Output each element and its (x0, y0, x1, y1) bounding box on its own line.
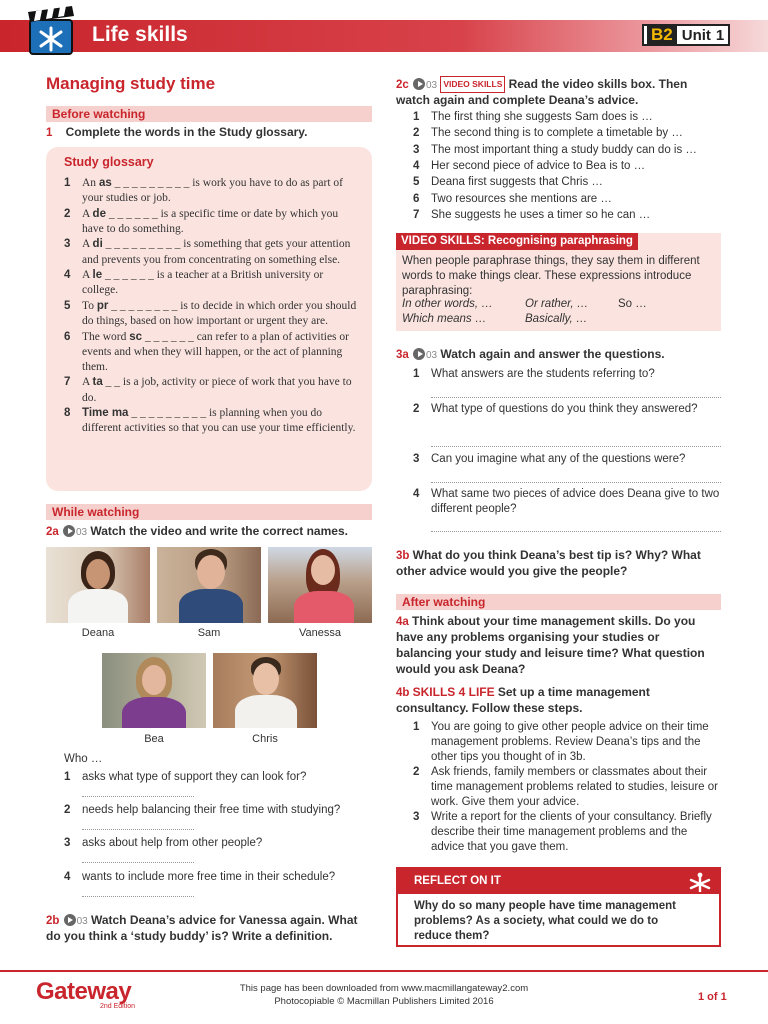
item-number: 1 (413, 368, 420, 380)
item-number: 6 (64, 330, 71, 343)
answer-line (431, 446, 721, 447)
item-text: Her second piece of advice to Bea is to … (431, 159, 646, 172)
answer-line (82, 896, 194, 897)
expression: So … (618, 298, 647, 310)
question-text: Set up a time management consultancy. Follow these steps. (396, 685, 650, 715)
copyright-note: Photocopiable © Macmillan Publishers Limited 2016 (274, 996, 494, 1007)
video-skills-text: When people paraphrase things, they say them in different words to make things clear. These expressions introduce paraphrasing: (402, 255, 700, 297)
item-text (82, 207, 360, 237)
page-number: 1 of 1 (698, 991, 727, 1003)
item-number: 2 (413, 403, 420, 415)
item-number: 4 (413, 488, 420, 500)
question-3b (396, 548, 716, 580)
item-text: asks what type of support they can look for? (82, 771, 307, 783)
section-after-watching: After watching (396, 594, 721, 610)
item-number: 5 (413, 176, 420, 189)
question-text: Read the video skills box. Then watch again and complete Deana’s advice. (396, 77, 688, 107)
question-2a (46, 524, 376, 539)
person-icon (688, 872, 712, 892)
photo-chris (213, 653, 317, 728)
answer-line (431, 531, 721, 532)
track-number: 03 (76, 527, 88, 538)
glossary-item (64, 176, 360, 206)
who-intro: Who … (64, 753, 103, 765)
step-item (413, 765, 723, 810)
item-text (82, 375, 360, 405)
item-text: Deana first suggests that Chris … (431, 176, 603, 189)
item-number: 1 (64, 177, 71, 189)
item-definition: _ _ _ _ _ _ is a teacher at a British university or college. (82, 269, 324, 297)
item-prefix: A (82, 376, 93, 389)
advice-item (413, 208, 713, 223)
item-text: asks about help from other people? (82, 837, 263, 849)
edition-label: 2nd Edition (100, 1003, 136, 1010)
answer-line (82, 796, 194, 797)
item-word: le (92, 269, 103, 282)
item-definition: _ _ _ _ _ _ can refer to a plan of activities or events and when they will happen, or the act of planning them. (82, 330, 349, 373)
item-number: 2 (413, 127, 420, 140)
item-number: 5 (64, 299, 71, 312)
item-definition: _ _ _ _ _ _ _ _ _ is planning when you do different activities so that you can use your time efficiently. (82, 407, 356, 435)
item-text: Ask friends, family members or classmates about their time management problems related to studies, leisure or work. Give them your advice. (431, 766, 719, 808)
question-item (413, 367, 723, 382)
reflect-title: REFLECT ON IT (398, 869, 719, 894)
item-number: 6 (413, 192, 420, 205)
item-text: Write a report for the clients of your consultancy. Briefly describe their time management problems and the advice that you gave them. (431, 811, 712, 853)
advice-item (413, 175, 713, 190)
caption-sam: Sam (197, 627, 221, 639)
item-number: 3 (64, 238, 71, 251)
item-text (82, 406, 360, 436)
track-number: 03 (76, 916, 88, 927)
item-number: 2 (64, 804, 71, 816)
footer-divider (0, 970, 768, 972)
item-text: needs help balancing their free time with studying? (82, 804, 341, 816)
item-text: wants to include more free time in their schedule? (82, 871, 336, 883)
question-text: What do you think Deana’s best tip is? Why? What other advice would you give the people? (396, 548, 701, 578)
item-number: 2 (64, 207, 71, 220)
who-item (64, 836, 374, 851)
play-icon[interactable] (413, 348, 425, 360)
item-text: The first thing she suggests Sam does is … (431, 111, 653, 123)
question-item (413, 487, 723, 517)
item-word: de (92, 207, 106, 220)
track-number: 03 (426, 80, 438, 91)
item-text (82, 330, 360, 376)
item-word: as (98, 177, 112, 189)
photo-sam (157, 547, 261, 623)
caption-chris: Chris (252, 733, 278, 745)
photo-bea (102, 653, 206, 728)
item-definition: _ _ _ _ _ _ _ _ _ is work you have to do as part of your studies or job. (82, 177, 343, 205)
play-icon[interactable] (63, 525, 75, 537)
item-text: Two resources she mentions are … (431, 192, 612, 205)
question-item (413, 452, 723, 467)
answer-line (82, 829, 194, 830)
item-number: 3 (413, 143, 420, 156)
advice-item (413, 110, 713, 125)
track-number: 03 (426, 350, 438, 361)
item-number: 1 (413, 111, 420, 123)
who-item (64, 770, 374, 785)
photo-vanessa (268, 547, 372, 623)
question-1 (46, 125, 372, 140)
expression: In other words, … (402, 298, 493, 310)
video-skills-box (396, 233, 721, 331)
glossary-item (64, 268, 360, 298)
item-number: 1 (64, 771, 71, 783)
who-item (64, 870, 374, 885)
item-prefix: An (82, 177, 99, 189)
unit-badge (642, 24, 730, 46)
item-text: The most important thing a study buddy can do is … (431, 143, 697, 156)
question-2b (46, 913, 366, 945)
item-text: What answers are the students referring to? (431, 368, 655, 380)
reflect-box (396, 867, 721, 947)
item-word: di (92, 238, 103, 251)
item-word: pr (96, 299, 109, 312)
advice-item (413, 159, 713, 174)
skills-label: SKILLS 4 LIFE (412, 685, 495, 699)
study-glossary (46, 147, 372, 491)
section-while-watching: While watching (46, 504, 372, 520)
item-number: 4 (64, 871, 71, 883)
expression: Or rather, … (525, 298, 589, 310)
play-icon[interactable] (413, 78, 425, 90)
item-text: You are going to give other people advice on their time management problems. Review Deana’s tips and the other tips you thought of in 3b. (431, 721, 709, 763)
item-number: 4 (413, 159, 420, 172)
question-number: 1 (46, 127, 53, 139)
item-number: 3 (64, 837, 71, 849)
section-before-watching: Before watching (46, 106, 372, 122)
question-2c (396, 76, 716, 109)
gateway-logo: Gateway (36, 978, 132, 1005)
section-title: Life skills (92, 23, 188, 46)
photo-deana (46, 547, 150, 623)
question-number: 3a (396, 349, 409, 361)
item-definition: _ _ is a job, activity or piece of work that you have to do. (82, 376, 352, 404)
question-number: 2a (46, 526, 59, 538)
step-item (413, 810, 723, 855)
play-icon[interactable] (64, 914, 76, 926)
item-text (82, 237, 360, 267)
item-word: sc (129, 330, 143, 343)
caption-deana: Deana (81, 627, 115, 639)
clapperboard-icon (26, 6, 76, 58)
glossary-item (64, 375, 360, 405)
item-number: 3 (413, 811, 420, 823)
question-text: Think about your time management skills. Do you have any problems organising your studies or balancing your study and leisure time? What question would you ask Deana? (396, 614, 705, 676)
item-prefix: A (82, 238, 93, 251)
video-skills-badge: VIDEO SKILLS (440, 76, 505, 93)
unit-number: 1 (715, 26, 725, 44)
question-text: Watch the video and write the correct names. (90, 524, 348, 538)
glossary-item (64, 299, 360, 329)
item-text (82, 299, 360, 329)
glossary-item (64, 237, 360, 267)
question-4b (396, 685, 716, 717)
item-definition: _ _ _ _ _ _ is a specific time or date by which you have to do something. (82, 207, 339, 235)
item-prefix: To (82, 299, 97, 312)
item-text (82, 268, 360, 298)
expression: Basically, … (525, 313, 588, 325)
item-prefix: A (82, 207, 93, 220)
reflect-text: Why do so many people have time management problems? As a society, what could we do to reduce them? (414, 900, 677, 942)
question-text: Watch again and answer the questions. (440, 347, 665, 361)
video-skills-title: VIDEO SKILLS: Recognising paraphrasing (396, 233, 638, 250)
item-text: What same two pieces of advice does Deana give to two different people? (431, 488, 720, 515)
item-number: 3 (413, 453, 420, 465)
question-text: Complete the words in the Study glossary. (65, 125, 308, 139)
item-number: 8 (64, 407, 71, 420)
question-number: 2c (396, 79, 409, 91)
unit-label: Unit (681, 26, 711, 44)
question-number: 4a (396, 616, 409, 628)
level-label: B2 (647, 26, 677, 44)
item-prefix: A (82, 269, 93, 282)
who-item (64, 803, 374, 818)
glossary-item (64, 406, 360, 436)
item-text (82, 176, 360, 206)
advice-item (413, 192, 713, 207)
item-number: 7 (64, 376, 71, 389)
item-number: 2 (413, 766, 420, 778)
question-number: 3b (396, 550, 410, 562)
download-note: This page has been downloaded from www.macmillangateway2.com (239, 983, 529, 994)
item-definition: _ _ _ _ _ _ _ _ _ is something that gets your attention and prevents you from concentrating on something else. (82, 238, 351, 266)
step-item (413, 720, 723, 765)
page-title: Managing study time (46, 74, 216, 93)
advice-item (413, 126, 713, 141)
question-4a (396, 614, 716, 678)
item-text: What type of questions do you think they answered? (431, 403, 698, 415)
question-3a (396, 347, 716, 362)
item-prefix: The word (82, 330, 130, 343)
expression: Which means … (402, 313, 487, 325)
item-text: She suggests he uses a timer so he can … (431, 208, 651, 221)
question-number: 4b (396, 687, 410, 699)
glossary-item (64, 207, 360, 237)
item-text: The second thing is to complete a timetable by … (431, 127, 683, 140)
item-text: Can you imagine what any of the questions were? (431, 453, 686, 465)
glossary-title: Study glossary (64, 155, 154, 169)
caption-bea: Bea (144, 733, 164, 745)
question-item (413, 402, 723, 417)
answer-line (431, 397, 721, 398)
item-number: 1 (413, 721, 420, 733)
answer-line (431, 482, 721, 483)
item-definition: _ _ _ _ _ _ _ _ is to decide in which order you should do things, based on how important or urgent they are. (82, 299, 357, 328)
caption-vanessa: Vanessa (299, 627, 341, 639)
item-number: 4 (64, 269, 71, 282)
glossary-item (64, 330, 360, 376)
item-number: 7 (413, 208, 420, 221)
item-word: Time ma (82, 407, 129, 420)
item-word: ta (92, 376, 103, 389)
advice-item (413, 143, 713, 158)
question-number: 2b (46, 915, 60, 927)
answer-line (82, 862, 194, 863)
question-text: Watch Deana’s advice for Vanessa again. What do you think a ‘study buddy’ is? Write a definition. (46, 913, 358, 943)
